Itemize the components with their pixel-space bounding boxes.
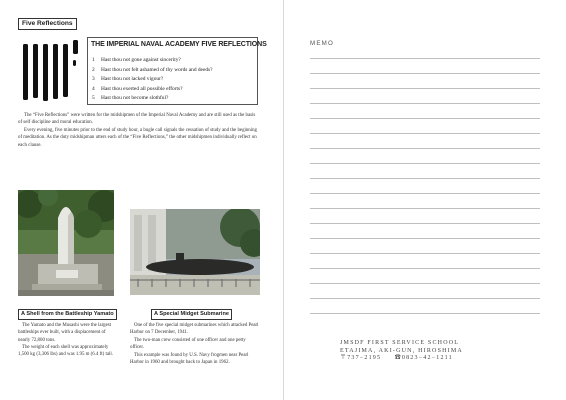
section-tab: Five Reflections	[18, 18, 77, 30]
memo-line	[310, 208, 540, 209]
memo-line	[310, 283, 540, 284]
shell-paragraph-2: The weight of each shell was approximately 1,500 kg (3,306 lbs) and was 1.95 m (6.4 ft) tall.	[18, 345, 113, 358]
school-info	[340, 340, 516, 363]
memo-label: MEMO	[310, 40, 335, 47]
reflections-list	[92, 56, 257, 104]
memo-line	[310, 193, 540, 194]
memo-line	[310, 268, 540, 269]
school-contact	[340, 355, 516, 363]
school-address: ETAJIMA, AKI-GUN, HIROSHIMA	[340, 347, 463, 354]
intro-paragraph-1: The “Five Reflections” were written for the midshipmen of the Imperial Naval Academy and are still used as the basis of self discipline and moral education.	[18, 113, 256, 126]
memo-line	[310, 253, 540, 254]
memo-line	[310, 148, 540, 149]
reflection-item: 4 Hast thou exerted all possible efforts?	[92, 85, 183, 92]
submarine-caption: A Special Midget Submarine	[151, 309, 232, 320]
shell-photo	[18, 190, 114, 296]
memo-line	[310, 103, 540, 104]
shell-paragraph-1: The Yamato and the Musashi were the largest battleships ever built, with a displacement of nearly 72,800 tons.	[18, 323, 112, 343]
memo-line	[310, 118, 540, 119]
reflection-item: 5 Hast thou not become slothful?	[92, 95, 169, 102]
intro-paragraph-2: Every evening, five minutes prior to the end of study hour, a bugle call signals the cessation of study and the beginning of meditation. As the duty midshipman utters each of the “Five Reflections,” the other midshipmen individually reflect on each clause.	[18, 128, 258, 148]
memo-line	[310, 133, 540, 134]
memo-line	[310, 88, 540, 89]
reflections-title: THE IMPERIAL NAVAL ACADEMY FIVE REFLECTIONS	[91, 41, 267, 48]
reflection-item: 1 Hast thou not gone against sincerity?	[92, 57, 181, 63]
memo-line	[310, 223, 540, 224]
school-postal: 〒737−2195	[340, 355, 382, 362]
memo-line	[310, 238, 540, 239]
submarine-photo	[130, 209, 260, 295]
memo-line	[310, 73, 540, 74]
memo-line	[310, 58, 540, 59]
school-name: JMSDF FIRST SERVICE SCHOOL	[340, 340, 460, 346]
submarine-paragraph-1: One of the five special midget submarines which attacked Pearl Harbor on 7 December, 1941.	[130, 323, 259, 336]
five-reflections-box	[87, 37, 267, 105]
memo-line	[310, 298, 540, 299]
submarine-paragraph-3: This example was found by U.S. Navy frogmen near Pearl Harbor in 1960 and brought back to Japan in 1962.	[130, 353, 249, 366]
memo-line	[310, 163, 540, 164]
memo-line	[310, 178, 540, 179]
shell-caption: A Shell from the Battleship Yamato	[18, 309, 117, 320]
reflection-item: 3 Hast thou not lacked vigour?	[92, 76, 164, 83]
calligraphy-image	[18, 38, 80, 106]
memo-line	[310, 313, 540, 314]
reflection-item: 2 Hast thou not felt ashamed of thy words and deeds?	[92, 66, 213, 73]
school-phone: ☎0823−42−1211	[394, 355, 453, 362]
submarine-paragraph-2: The two-man crew consisted of one officer and one petty officer.	[130, 338, 246, 351]
